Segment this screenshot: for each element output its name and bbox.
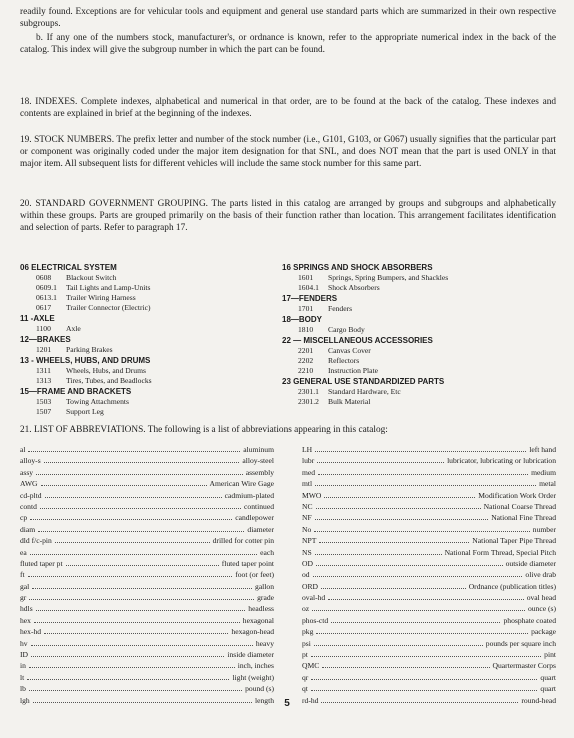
subgroup-name: Instruction Plate	[328, 366, 378, 375]
leader-dots	[328, 599, 523, 600]
abbreviation-row	[20, 501, 274, 512]
subgroup-name: Tail Lights and Lamp-Units	[66, 283, 151, 292]
group-listing	[20, 262, 556, 416]
abbreviation-term: hex	[20, 615, 31, 625]
subgroup-item	[20, 407, 270, 417]
leader-dots	[29, 667, 235, 668]
subgroup-item	[20, 366, 270, 376]
subgroup-item	[20, 293, 270, 303]
subgroup-number: 2201	[298, 346, 314, 355]
leader-dots	[319, 542, 469, 543]
leader-dots	[66, 565, 219, 566]
abbreviation-meaning: length	[255, 695, 274, 705]
abbreviation-row	[20, 535, 274, 546]
group-heading: 06 ELECTRICAL SYSTEM	[20, 263, 117, 272]
abbreviation-term: pkg	[302, 627, 314, 637]
abbreviation-row	[302, 603, 556, 614]
abbreviation-term: ID	[20, 650, 29, 660]
leader-dots	[311, 690, 537, 691]
subgroup-number: 1201	[36, 345, 52, 354]
subgroup-number: 0613.1	[36, 293, 57, 302]
paragraph-continued	[20, 6, 556, 30]
leader-dots	[38, 531, 244, 532]
abbreviation-term: ORD	[302, 581, 319, 591]
paragraph-b-text: b. If any one of the numbers stock, manufacturer's, or ordnance is known, refer to the appropriate numerical index in the back of the catalog. This index will give the subgroup number in which the part can be found.	[20, 33, 556, 55]
leader-dots	[34, 622, 240, 623]
leader-dots	[31, 645, 253, 646]
abbreviation-row	[20, 455, 274, 466]
abbreviation-term: AWG	[20, 479, 38, 489]
subgroup-name: Blackout Switch	[66, 273, 117, 282]
group-column-right	[282, 262, 532, 407]
leader-dots	[40, 508, 241, 509]
page-number: 5	[284, 698, 290, 709]
abbreviation-row	[302, 444, 556, 455]
subgroup-name: Trailer Connector (Electric)	[66, 303, 151, 312]
leader-dots	[32, 588, 252, 589]
leader-dots	[55, 542, 210, 543]
abbreviation-term: hex-hd	[20, 627, 42, 637]
abbreviation-meaning: pounds per square inch	[485, 638, 556, 648]
leader-dots	[318, 474, 528, 475]
abbreviation-meaning: pint	[544, 650, 556, 660]
abbreviation-row	[302, 524, 556, 535]
abbreviation-row	[20, 444, 274, 455]
abbreviation-term: in	[20, 661, 26, 671]
leader-dots	[316, 633, 528, 634]
abbreviation-term: oval-hd	[302, 593, 326, 603]
abbreviation-row	[20, 638, 274, 649]
subgroup-item	[282, 387, 532, 397]
abbreviation-meaning: foot (or feet)	[235, 570, 274, 580]
abbreviation-term: contd	[20, 501, 37, 511]
abbreviation-term: OD	[302, 558, 313, 568]
abbreviation-meaning: aluminum	[243, 445, 274, 454]
group-heading: 15—FRAME AND BRACKETS	[20, 387, 132, 396]
abbreviation-meaning: light (weight)	[232, 672, 274, 682]
leader-dots	[45, 497, 222, 498]
subgroup-number: 1604.1	[298, 283, 319, 292]
subgroup-item	[282, 304, 532, 314]
abbreviation-meaning: Ordnance (publication titles)	[468, 581, 556, 591]
leader-dots	[44, 633, 228, 634]
abbreviation-meaning: headless	[248, 604, 274, 614]
abbreviation-meaning: candlepower	[235, 513, 274, 523]
abbreviation-row	[20, 467, 274, 478]
abbreviation-row	[302, 512, 556, 523]
subgroup-name: Canvas Cover	[328, 346, 371, 355]
leader-dots	[31, 656, 224, 657]
abbreviation-meaning: olive drab	[525, 570, 556, 580]
subgroup-number: 1503	[36, 397, 52, 406]
abbreviation-row	[302, 478, 556, 489]
subgroup-name: Trailer Wiring Harness	[66, 293, 136, 302]
leader-dots	[30, 554, 257, 555]
subgroup-name: Support Leg	[66, 407, 104, 416]
abbreviation-meaning: hexagon-head	[231, 627, 274, 637]
leader-dots	[313, 576, 523, 577]
abbreviation-row	[20, 649, 274, 660]
leader-dots	[315, 451, 526, 452]
subgroup-item	[20, 376, 270, 386]
abbreviation-meaning: National Fine Thread	[491, 513, 556, 523]
subgroup-number: 1100	[36, 324, 51, 333]
abbreviation-term: lgh	[20, 695, 30, 705]
abbreviation-term: cd-pltd	[20, 490, 42, 500]
abbreviation-meaning: inch, inches	[237, 661, 274, 671]
abbreviation-term: QMC	[302, 661, 320, 671]
leader-dots	[322, 667, 489, 668]
abbreviation-term: hv	[20, 638, 28, 648]
abbreviation-row	[302, 683, 556, 694]
leader-dots	[317, 462, 444, 463]
abbreviation-meaning: drilled for cotter pin	[212, 536, 274, 546]
abbreviation-row	[302, 467, 556, 478]
abbreviation-term: assy	[20, 467, 34, 477]
abbreviation-row	[302, 626, 556, 637]
abbreviation-term: NPT	[302, 536, 317, 546]
subgroup-number: 0609.1	[36, 283, 57, 292]
abbreviation-meaning: quart	[540, 684, 556, 694]
abbreviation-term: gal	[20, 581, 30, 591]
abbreviation-meaning: gallon	[255, 581, 274, 591]
paragraph-a-text: readily found. Exceptions are for vehicular tools and equipment and general use standard parts which are summarized in their own respective subgroups.	[20, 7, 556, 29]
abbreviation-term: alloy-s	[20, 456, 41, 466]
subgroup-number: 1701	[298, 304, 314, 313]
leader-dots	[331, 622, 500, 623]
subgroup-number: 0608	[36, 273, 52, 282]
abbreviation-meaning: package	[531, 627, 556, 637]
abbreviation-row	[302, 638, 556, 649]
subgroup-name: Axle	[66, 324, 81, 333]
leader-dots	[314, 531, 530, 532]
leader-dots	[315, 554, 442, 555]
abbreviation-term: MWO	[302, 490, 322, 500]
paragraph-20-government-grouping: 20. STANDARD GOVERNMENT GROUPING. The parts listed in this catalog are arranged by groups and subgroups and alphabetically within these groups. Parts are grouped primarily on the basis of their function rather than location. This arrangement facilitates identification and selection of parts. Refer to paragraph 17.	[20, 199, 556, 233]
abbreviation-row	[302, 615, 556, 626]
abbreviation-term: lt	[20, 672, 25, 682]
subgroup-name: Parking Brakes	[66, 345, 113, 354]
leader-dots	[321, 588, 466, 589]
subgroup-name: Wheels, Hubs, and Drums	[66, 366, 146, 375]
abbreviation-row	[20, 558, 274, 569]
group-heading: 17—FENDERS	[282, 294, 338, 303]
abbreviation-row	[20, 660, 274, 671]
abbreviation-meaning: diameter	[247, 524, 274, 534]
abbreviation-term: med	[302, 467, 316, 477]
abbreviation-row	[20, 592, 274, 603]
abbreviation-term: lb	[20, 684, 26, 694]
subgroup-number: 0617	[36, 303, 52, 312]
abbreviation-row	[20, 581, 274, 592]
subgroup-number: 1507	[36, 407, 52, 416]
group-heading: 11 -AXLE	[20, 314, 55, 323]
abbreviation-meaning: ounce (s)	[527, 604, 556, 614]
subgroup-item	[20, 397, 270, 407]
subgroup-name: Bulk Material	[328, 397, 371, 406]
abbreviation-term: ft	[20, 570, 25, 580]
subgroup-number: 1313	[36, 376, 52, 385]
subgroup-number: 1810	[298, 325, 314, 334]
abbreviation-row	[302, 581, 556, 592]
abbreviation-row	[20, 603, 274, 614]
subgroup-item	[282, 356, 532, 366]
abbreviation-meaning: grade	[257, 593, 274, 603]
abbreviation-column-left	[20, 444, 274, 706]
leader-dots	[28, 576, 233, 577]
abbreviation-row	[302, 649, 556, 660]
abbreviation-row	[20, 683, 274, 694]
abbreviation-row	[302, 672, 556, 683]
abbreviation-meaning: hexagonal	[242, 615, 274, 625]
leader-dots	[311, 679, 537, 680]
abbreviation-term: NC	[302, 501, 313, 511]
subgroup-item	[20, 283, 270, 293]
subgroup-item	[282, 273, 532, 283]
subgroup-item	[20, 303, 270, 313]
abbreviation-row	[20, 490, 274, 501]
subgroup-name: Reflectors	[328, 356, 360, 365]
abbreviation-row	[302, 501, 556, 512]
abbreviation-term: al	[20, 445, 26, 454]
abbreviation-term: lubr	[302, 456, 315, 466]
group-heading: 13 - WHEELS, HUBS, AND DRUMS	[20, 356, 151, 365]
leader-dots	[316, 508, 481, 509]
abbreviation-row	[20, 626, 274, 637]
abbreviation-row	[20, 547, 274, 558]
abbreviation-meaning: inside diameter	[227, 650, 274, 660]
abbreviation-row	[302, 569, 556, 580]
abbreviation-meaning: alloy-steel	[242, 456, 274, 466]
subgroup-name: Tires, Tubes, and Beadlocks	[66, 376, 152, 385]
leader-dots	[41, 485, 207, 486]
abbreviation-meaning: continued	[244, 501, 274, 511]
leader-dots	[311, 656, 541, 657]
abbreviation-row	[302, 535, 556, 546]
abbreviation-meaning: left hand	[529, 445, 556, 454]
abbreviation-row	[20, 478, 274, 489]
abbreviation-term: od	[302, 570, 310, 580]
abbreviation-meaning: American Wire Gage	[209, 479, 274, 489]
abbreviation-meaning: lubricator, lubricating or lubrication	[447, 456, 556, 466]
subgroup-item	[20, 324, 270, 334]
abbreviation-term: qt	[302, 684, 308, 694]
abbreviation-meaning: outside diameter	[505, 558, 556, 568]
leader-dots	[29, 690, 242, 691]
leader-dots	[29, 599, 254, 600]
subgroup-name: Fenders	[328, 304, 353, 313]
group-column-left	[20, 262, 270, 417]
abbreviation-row	[302, 660, 556, 671]
subgroup-name: Springs, Spring Bumpers, and Shackles	[328, 273, 449, 282]
abbreviation-term: pt	[302, 650, 308, 660]
abbreviation-meaning: oval head	[526, 593, 556, 603]
abbreviation-meaning: phosphate coated	[503, 615, 556, 625]
subgroup-number: 2301.2	[298, 397, 319, 406]
subgroup-item	[282, 283, 532, 293]
abbreviation-meaning: pound (s)	[245, 684, 274, 694]
paragraph-18-indexes: 18. INDEXES. Complete indexes, alphabetical and numerical in that order, are to be found at the back of the catalog. These indexes and contents are explained in brief at the beginning of the indexes.	[20, 97, 556, 119]
abbreviation-meaning: cadmium-plated	[224, 490, 274, 500]
abbreviation-term: dld f/c-pin	[20, 536, 52, 546]
abbreviation-column-right	[302, 444, 556, 706]
abbreviation-row	[302, 490, 556, 501]
abbreviation-term: diam	[20, 524, 36, 534]
abbreviation-row	[20, 672, 274, 683]
subgroup-item	[20, 345, 270, 355]
abbreviation-row	[20, 615, 274, 626]
abbreviation-term: NF	[302, 513, 312, 523]
subgroup-name: Standard Hardware, Etc	[328, 387, 401, 396]
abbreviation-row	[20, 512, 274, 523]
paragraph-21-abbreviations: 21. LIST OF ABBREVIATIONS. The following is a list of abbreviations appearing in this catalog:	[20, 425, 388, 435]
paragraph-b	[20, 32, 556, 56]
abbreviation-term: fluted taper pt	[20, 558, 63, 568]
subgroup-name: Shock Absorbers	[328, 283, 380, 292]
subgroup-item	[282, 346, 532, 356]
leader-dots	[315, 485, 536, 486]
group-heading: 16 SPRINGS AND SHOCK ABSORBERS	[282, 263, 433, 272]
abbreviation-row	[302, 547, 556, 558]
subgroup-number: 1601	[298, 273, 314, 282]
leader-dots	[315, 519, 488, 520]
leader-dots	[316, 565, 503, 566]
subgroup-item	[282, 325, 532, 335]
abbreviation-term: No	[302, 524, 312, 534]
abbreviation-term: qr	[302, 672, 309, 682]
subgroup-name: Cargo Body	[328, 325, 365, 334]
subgroup-number: 1311	[36, 366, 51, 375]
abbreviation-row	[302, 592, 556, 603]
abbreviation-meaning: National Taper Pipe Thread	[472, 536, 556, 546]
abbreviation-row	[20, 569, 274, 580]
abbreviation-meaning: National Coarse Thread	[483, 501, 556, 511]
subgroup-item	[20, 273, 270, 283]
abbreviation-term: LH	[302, 445, 313, 454]
leader-dots	[30, 519, 232, 520]
group-heading: 12—BRAKES	[20, 335, 71, 344]
leader-dots	[314, 645, 483, 646]
abbreviation-term: ea	[20, 547, 27, 557]
abbreviation-term: NS	[302, 547, 312, 557]
leader-dots	[44, 462, 240, 463]
abbreviation-meaning: number	[532, 524, 556, 534]
abbreviation-meaning: National Form Thread, Special Pitch	[444, 547, 556, 557]
subgroup-item	[282, 366, 532, 376]
abbreviation-term: phos-ctd	[302, 615, 329, 625]
abbreviation-term: psi	[302, 638, 311, 648]
leader-dots	[28, 451, 240, 452]
abbreviation-meaning: medium	[531, 467, 556, 477]
leader-dots	[312, 610, 525, 611]
abbreviation-meaning: metal	[539, 479, 556, 489]
leader-dots	[27, 679, 229, 680]
abbreviation-meaning: round-head	[521, 695, 556, 705]
abbreviation-row	[302, 455, 556, 466]
subgroup-number: 2202	[298, 356, 314, 365]
abbreviation-meaning: each	[260, 547, 274, 557]
group-heading: 22 — MISCELLANEOUS ACCESSORIES	[282, 336, 433, 345]
leader-dots	[36, 610, 246, 611]
abbreviation-term: gr	[20, 593, 27, 603]
subgroup-number: 2210	[298, 366, 314, 375]
group-heading: 18—BODY	[282, 315, 323, 324]
leader-dots	[36, 474, 243, 475]
abbreviation-meaning: quart	[540, 672, 556, 682]
subgroup-number: 2301.1	[298, 387, 319, 396]
paragraph-19-stock-numbers: 19. STOCK NUMBERS. The prefix letter and number of the stock number (i.e., G101, G103, or G067) usually signifies that the particular part or component was originally coded under the major item designation for that SNL, and does NOT mean that the part is used ONLY in that major item. All subsequent lists for different vehicles will include the same stock number for this same part.	[20, 135, 556, 169]
abbreviation-meaning: Modification Work Order	[478, 490, 556, 500]
abbreviation-term: cp	[20, 513, 28, 523]
abbreviation-meaning: assembly	[245, 467, 274, 477]
subgroup-item	[282, 397, 532, 407]
abbreviation-term: hdls	[20, 604, 33, 614]
abbreviation-row	[20, 524, 274, 535]
abbreviation-meaning: fluted taper point	[221, 558, 274, 568]
abbreviation-row	[302, 558, 556, 569]
leader-dots	[324, 497, 475, 498]
abbreviation-meaning: heavy	[255, 638, 274, 648]
abbreviation-term: mtl	[302, 479, 313, 489]
abbreviation-term: rd-hd	[302, 695, 319, 705]
subgroup-name: Towing Attachments	[66, 397, 129, 406]
group-heading: 23 GENERAL USE STANDARDIZED PARTS	[282, 377, 445, 386]
abbreviation-meaning: Quartermaster Corps	[492, 661, 556, 671]
abbreviation-term: oz	[302, 604, 310, 614]
